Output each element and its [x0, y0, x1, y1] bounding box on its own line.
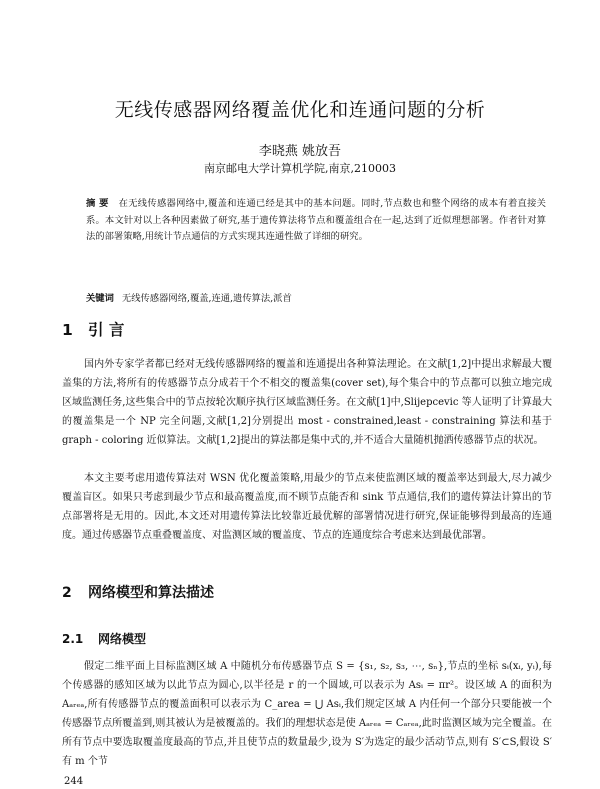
section-2-heading	[62, 582, 214, 602]
paper-authors: 李晓燕 姚放吾	[258, 144, 342, 159]
abstract-text: 在无线传感器网络中,覆盖和连通已经是其中的基本问题。同时,节点数也和整个网络的成本有着直接关系。本文针对以上各种因素做了研究,基于遗传算法将节点和覆盖组合在一起,达到了近似理想部署。作者针对算法的部署策略,用统计节点通信的方式实现其连通性做了详细的研究。	[86, 198, 546, 242]
section-2-1-title: 网络模型	[98, 632, 147, 646]
section-2-1-paragraph: 假定二维平面上目标监测区域 A 中随机分布传感器节点 S = {s₁, s₂, s₃, ⋯, sₙ},节点的坐标 sᵢ(xᵢ, yᵢ),每个传感器的感知区域为以此节点为圆心,以半径是 r 的一个圆域,可以表示为 Asᵢ = πr²。设区域 A 的面积为 Aₐᵣₑₐ,所有传感器节点的覆盖面积可以表示为 C_area = ⋃ Asᵢ,我们规定区域 A 内任何一个部分只要能被一个传感器节点所覆盖到,则其被认为是被覆盖的。我们的理想状态是使 Aₐᵣₑₐ = Cₐᵣₑₐ,此时监测区域为完全覆盖。在所有节点中要选取覆盖度最高的节点,并且使节点的数量最少,设为 S′为选定的最少活动节点,则有 S′⊂S,假设 S′有 m 个节	[62, 661, 552, 767]
keywords-label: 关键词	[86, 293, 114, 304]
section-1-paragraph-1: 国内外专家学者都已经对无线传感器网络的覆盖和连通提出各种算法理论。在文献[1,2]中提出求解最大覆盖集的方法,将所有的传感器节点分成若干个不相交的覆盖集(cover set),每个集合中的节点都可以独立地完成区域监测任务,这些集合中的节点按轮次顺序执行区域监测任务。在文献[1]中,Slijepcevic 等人证明了计算最大的覆盖集是一个 NP 完全问题,文献[1,2]分别提出 most - constrained,least - constraining 算法和基于 graph - coloring 近似算法。文献[1,2]提出的算法都是集中式的,并不适合大量随机抛洒传感器节点的状况。	[62, 359, 552, 446]
section-2-1-heading	[62, 630, 146, 647]
abstract-label: 摘 要	[86, 198, 109, 209]
keywords-text: 无线传感器网络,覆盖,连通,遗传算法,派首	[121, 293, 292, 304]
section-2-1-number: 2.1	[62, 632, 84, 646]
section-2-number: 2	[62, 585, 72, 601]
section-1-title: 引 言	[88, 321, 125, 339]
paper-title: 无线传感器网络覆盖优化和连通问题的分析	[114, 99, 486, 121]
section-1-paragraph-2: 本文主要考虑用遗传算法对 WSN 优化覆盖策略,用最少的节点来使监测区域的覆盖率达到最大,尽力减少覆盖盲区。如果只考虑到最少节点和最高覆盖度,而不顾节点能否和 sink 节点通信,我们的遗传算法计算出的节点部署将是无用的。因此,本文还对用遗传算法比较靠近最优解的部署情况进行研究,保证能够得到最高的连通度。通过传感器节点重叠覆盖度、对监测区域的覆盖度、节点的连通度综合考虑来达到最优部署。	[62, 473, 552, 541]
section-1-number: 1	[62, 321, 73, 339]
page-number: 244	[64, 776, 84, 787]
keywords	[86, 290, 546, 304]
section-1-heading	[62, 318, 124, 340]
section-2-title: 网络模型和算法描述	[88, 585, 214, 601]
paper-affiliation: 南京邮电大学计算机学院,南京,210003	[204, 162, 396, 175]
abstract	[86, 196, 546, 246]
